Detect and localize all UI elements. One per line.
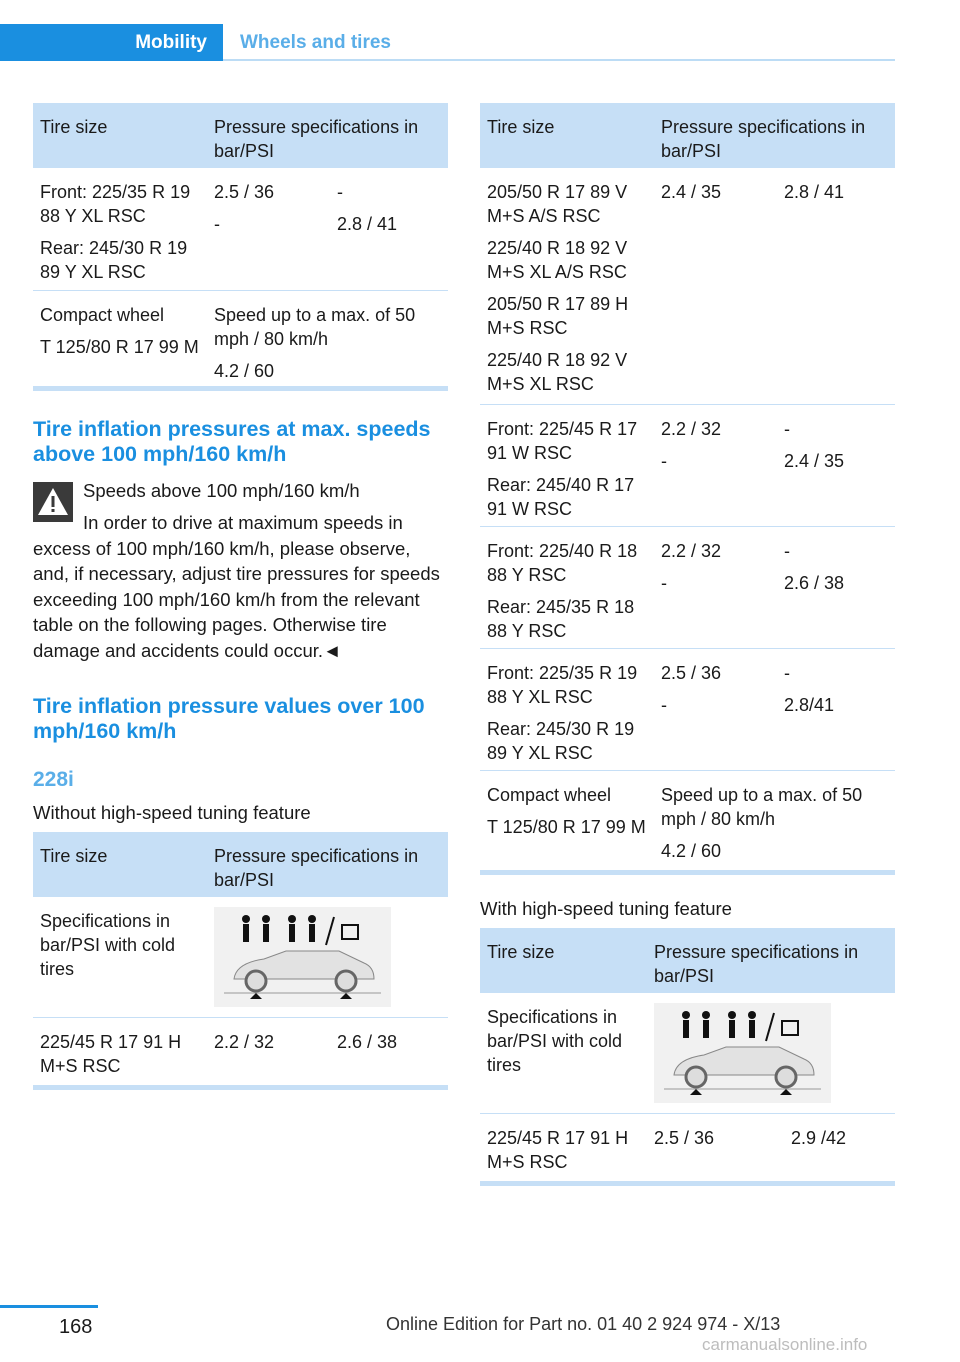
tire-size-front: Front: 225/35 R 19 88 Y XL RSC: [40, 182, 191, 226]
pressure-table-bottom-left: [33, 832, 448, 1090]
pressure-value: 4.2 / 60: [214, 361, 275, 381]
col-pressure: Pressure specifications in bar/PSI: [214, 846, 419, 890]
table-row: [480, 1114, 895, 1181]
pressure-value: -: [784, 663, 790, 683]
tire-size: 205/50 R 17 89 V M+S A/S RSC: [487, 182, 628, 226]
table-header: [33, 103, 448, 168]
pressure-value: 2.8/41: [784, 695, 835, 715]
col-tire-size: Tire size: [40, 117, 108, 137]
section-heading: Tire inflation pressures at max. speeds above 100 mph/160 km/h: [33, 417, 431, 466]
pressure-value: 2.2 / 32: [661, 541, 722, 561]
tire-size: 205/50 R 17 89 H M+S RSC: [487, 294, 629, 338]
spec-label: Specifications in bar/PSI with cold tires: [487, 1007, 623, 1075]
speed-note: Speed up to a max. of 50 mph / 80 km/h: [214, 305, 416, 349]
pressure-value: 2.5 / 36: [661, 663, 722, 683]
table-row: [480, 649, 895, 771]
edition-note: Online Edition for Part no. 01 40 2 924 974 - X/13: [386, 1314, 781, 1334]
tire-size: 225/45 R 17 91 H M+S RSC: [487, 1128, 629, 1172]
spec-label: Specifications in bar/PSI with cold tires: [40, 911, 176, 979]
tire-size-front: Front: 225/45 R 17 91 W RSC: [487, 419, 638, 463]
tire-size: Compact wheel: [40, 305, 165, 325]
table-row: [480, 527, 895, 649]
tire-size: 225/45 R 17 91 H M+S RSC: [40, 1032, 182, 1076]
tire-size: 225/40 R 18 92 V M+S XL RSC: [487, 350, 628, 394]
pressure-value: -: [661, 451, 667, 471]
with-label: With high-speed tuning feature: [480, 898, 732, 919]
pressure-table-right-bottom: [480, 928, 895, 1186]
pressure-value: 2.4 / 35: [661, 182, 722, 202]
watermark: carmanualsonline.info: [702, 1335, 868, 1354]
section-label: Mobility: [135, 31, 207, 53]
header-divider: [223, 59, 895, 61]
load-condition-illustration: [214, 907, 391, 1007]
pressure-value: 2.8 / 41: [784, 182, 845, 202]
page-number: 168: [59, 1316, 93, 1338]
col-pressure: Pressure specifications in bar/PSI: [661, 117, 866, 161]
tire-size: T 125/80 R 17 99 M: [40, 337, 199, 357]
pressure-value: -: [661, 695, 667, 715]
tire-size: 225/40 R 18 92 V M+S XL A/S RSC: [487, 238, 628, 282]
tire-size-rear: Rear: 245/40 R 17 91 W RSC: [487, 475, 635, 519]
warning-title: Speeds above 100 mph/160 km/h: [83, 480, 360, 501]
tire-size: Compact wheel: [487, 785, 612, 805]
tire-size-rear: Rear: 245/30 R 19 89 Y XL RSC: [487, 719, 635, 763]
footer-rule: [0, 1305, 98, 1308]
pressure-value: -: [214, 214, 220, 234]
pressure-value: 2.4 / 35: [784, 451, 845, 471]
pressure-value: 2.2 / 32: [214, 1032, 275, 1052]
table-row: [33, 897, 448, 1018]
tire-size-rear: Rear: 245/35 R 18 88 Y RSC: [487, 597, 635, 641]
pressure-value: 2.5 / 36: [214, 182, 275, 202]
table-row: [33, 291, 448, 386]
tire-size-front: Front: 225/40 R 18 88 Y RSC: [487, 541, 638, 585]
col-pressure: Pressure specifications in bar/PSI: [214, 117, 419, 161]
pressure-value: -: [337, 182, 343, 202]
tire-size-rear: Rear: 245/30 R 19 89 Y XL RSC: [40, 238, 188, 282]
table-bottom-rule: [33, 1085, 448, 1090]
table-bottom-rule: [480, 1181, 895, 1186]
col-tire-size: Tire size: [40, 846, 108, 866]
pressure-value: -: [661, 573, 667, 593]
section-tab-wheels[interactable]: [223, 24, 895, 61]
table-row: [480, 168, 895, 405]
section-tab-mobility[interactable]: [0, 24, 223, 61]
model-heading: 228i: [33, 768, 74, 791]
col-tire-size: Tire size: [487, 117, 555, 137]
col-tire-size: Tire size: [487, 942, 555, 962]
without-label: Without high-speed tuning feature: [33, 802, 311, 823]
pressure-value: 2.2 / 32: [661, 419, 722, 439]
table-row: [480, 405, 895, 527]
pressure-value: 2.5 / 36: [654, 1128, 715, 1148]
subsection-label: Wheels and tires: [240, 31, 391, 53]
table-row: [33, 1018, 448, 1085]
table-bottom-rule: [480, 870, 895, 875]
pressure-value: -: [784, 419, 790, 439]
tire-size: T 125/80 R 17 99 M: [487, 817, 646, 837]
pressure-value: -: [784, 541, 790, 561]
section-heading: Tire inflation pressure values over 100 mph/160 km/h: [33, 694, 425, 743]
table-row: [480, 771, 895, 870]
table-row: [480, 993, 895, 1114]
pressure-value: 2.8 / 41: [337, 214, 398, 234]
col-pressure: Pressure specifications in bar/PSI: [654, 942, 859, 986]
load-condition-illustration: [654, 1003, 831, 1103]
table-row: [33, 168, 448, 291]
pressure-value: 2.6 / 38: [784, 573, 845, 593]
pressure-value: 2.9 /42: [791, 1128, 847, 1148]
speed-note: Speed up to a max. of 50 mph / 80 km/h: [661, 785, 863, 829]
table-bottom-rule: [33, 386, 448, 391]
tire-size-front: Front: 225/35 R 19 88 Y XL RSC: [487, 663, 638, 707]
pressure-value: 2.6 / 38: [337, 1032, 398, 1052]
pressure-value: 4.2 / 60: [661, 841, 722, 861]
warning-text: In order to drive at maximum speeds in excess of 100 mph/160 km/h, please observe, and, if necessary, adjust tire pressures for speeds exceeding 100 mph/160 km/h from the relevant table on the following pages. Otherwise tire damage and accidents could occur.◄: [33, 512, 440, 661]
pressure-table-right: [480, 103, 895, 875]
pressure-table-top-left: [33, 103, 448, 391]
